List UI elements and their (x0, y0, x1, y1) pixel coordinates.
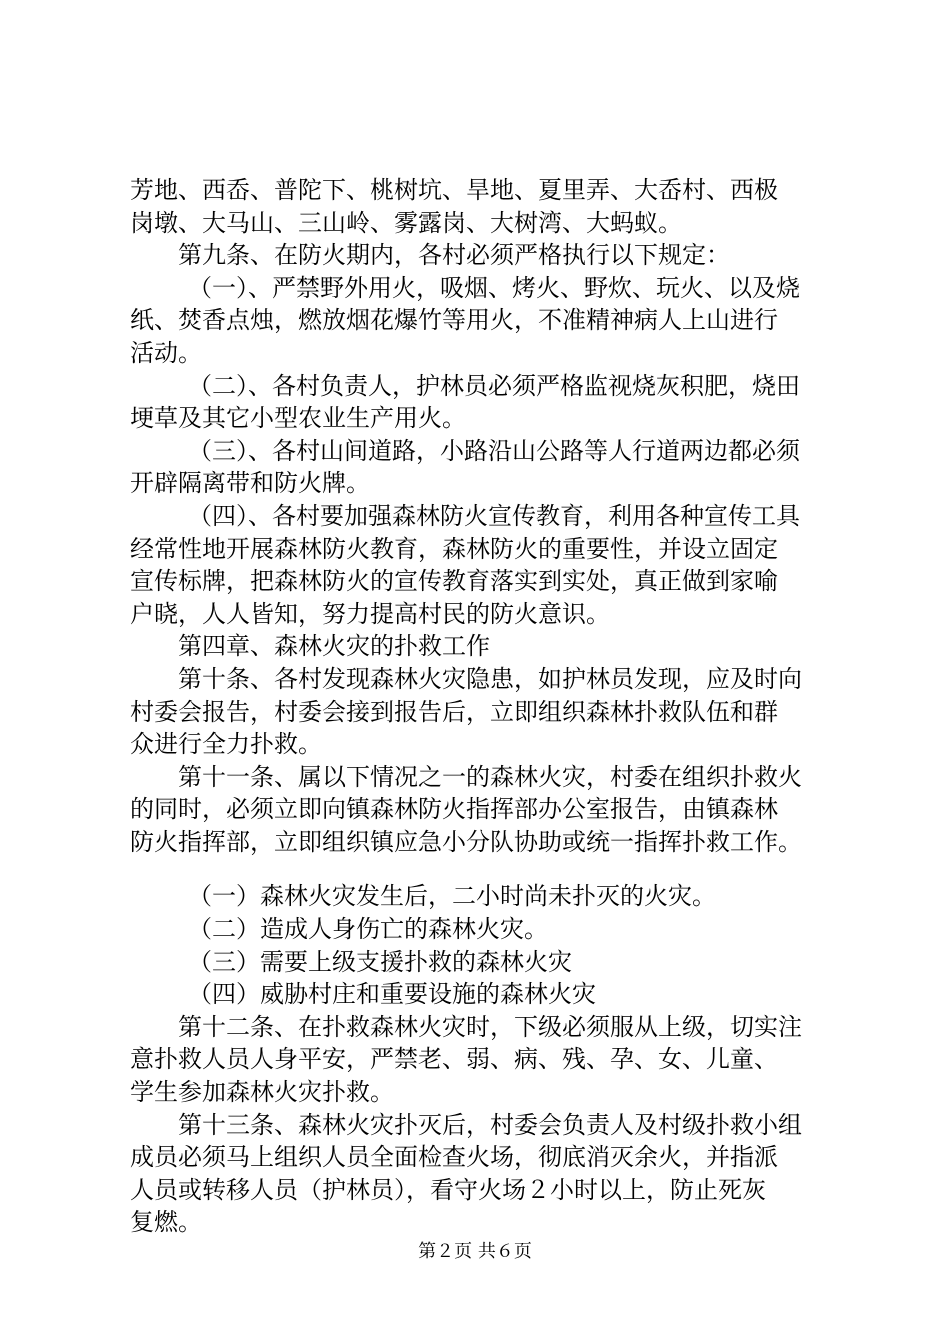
document-body (130, 174, 842, 1239)
text-line: （三）、各村山间道路，小路沿山公路等人行道两边都必须 (188, 436, 800, 465)
paragraph-gap (130, 858, 842, 880)
text-line: 众进行全力扑救。 (130, 730, 322, 759)
text-line: 开辟隔离带和防火牌。 (130, 469, 370, 498)
text-line: 村委会报告，村委会接到报告后，立即组织森林扑救队伍和群 (130, 697, 778, 726)
text-line: 复燃。 (130, 1208, 202, 1237)
text-line: 学生参加森林火灾扑救。 (130, 1078, 394, 1107)
text-line: 活动。 (130, 338, 202, 367)
text-line: 第十三条、森林火灾扑灭后，村委会负责人及村级扑救小组 (178, 1110, 802, 1139)
text-line: 第十条、各村发现森林火灾隐患，如护林员发现，应及时向 (178, 664, 802, 693)
text-line: 纸、焚香点烛，燃放烟花爆竹等用火，不准精神病人上山进行 (130, 306, 778, 335)
text-line: （二）、各村负责人，护林员必须严格监视烧灰积肥，烧田 (188, 371, 800, 400)
text-line: （一）、严禁野外用火，吸烟、烤火、野炊、玩火、以及烧 (188, 273, 800, 302)
text-line: 户晓，人人皆知，努力提高村民的防火意识。 (130, 599, 610, 628)
text-line: 埂草及其它小型农业生产用火。 (130, 404, 466, 433)
text-line: （一）森林火灾发生后，二小时尚未扑灭的火灾。 (188, 882, 716, 911)
text-line: 意扑救人员人身平安，严禁老、弱、病、残、孕、女、儿童、 (130, 1045, 778, 1074)
text-line: 经常性地开展森林防火教育，森林防火的重要性，并设立固定 (130, 534, 778, 563)
text-line: 岗墩、大马山、三山岭、雾露岗、大树湾、大蚂蚁。 (130, 208, 682, 237)
text-line: 宣传标牌，把森林防火的宣传教育落实到实处，真正做到家喻 (130, 567, 778, 596)
text-line: （四）威胁村庄和重要设施的森林火灾 (188, 980, 596, 1009)
text-line: 第四章、森林火灾的扑救工作 (178, 632, 490, 661)
text-line: （四）、各村要加强森林防火宣传教育，利用各种宣传工具 (188, 501, 800, 530)
text-line: 成员必须马上组织人员全面检查火场，彻底消灭余火，并指派 (130, 1143, 778, 1172)
text-line: （二）造成人身伤亡的森林火灾。 (188, 915, 548, 944)
text-line: 第九条、在防火期内，各村必须严格执行以下规定： (178, 241, 730, 270)
text-line: 第十一条、属以下情况之一的森林火灾，村委在组织扑救火 (178, 762, 802, 791)
text-line: 人员或转移人员（护林员），看守火场２小时以上，防止死灰 (130, 1175, 766, 1204)
text-line: 的同时，必须立即向镇森林防火指挥部办公室报告，由镇森林 (130, 795, 778, 824)
text-line: 第十二条、在扑救森林火灾时，下级必须服从上级，切实注 (178, 1012, 802, 1041)
text-line: 芳地、西岙、普陀下、桃树坑、旱地、夏里弄、大岙村、西极 (130, 176, 778, 204)
page-footer: 第２页 共６页 (418, 1241, 532, 1262)
text-line: 防火指挥部，立即组织镇应急小分队协助或统一指挥扑救工作。 (130, 827, 802, 856)
text-line: （三）需要上级支援扑救的森林火灾 (188, 947, 572, 976)
